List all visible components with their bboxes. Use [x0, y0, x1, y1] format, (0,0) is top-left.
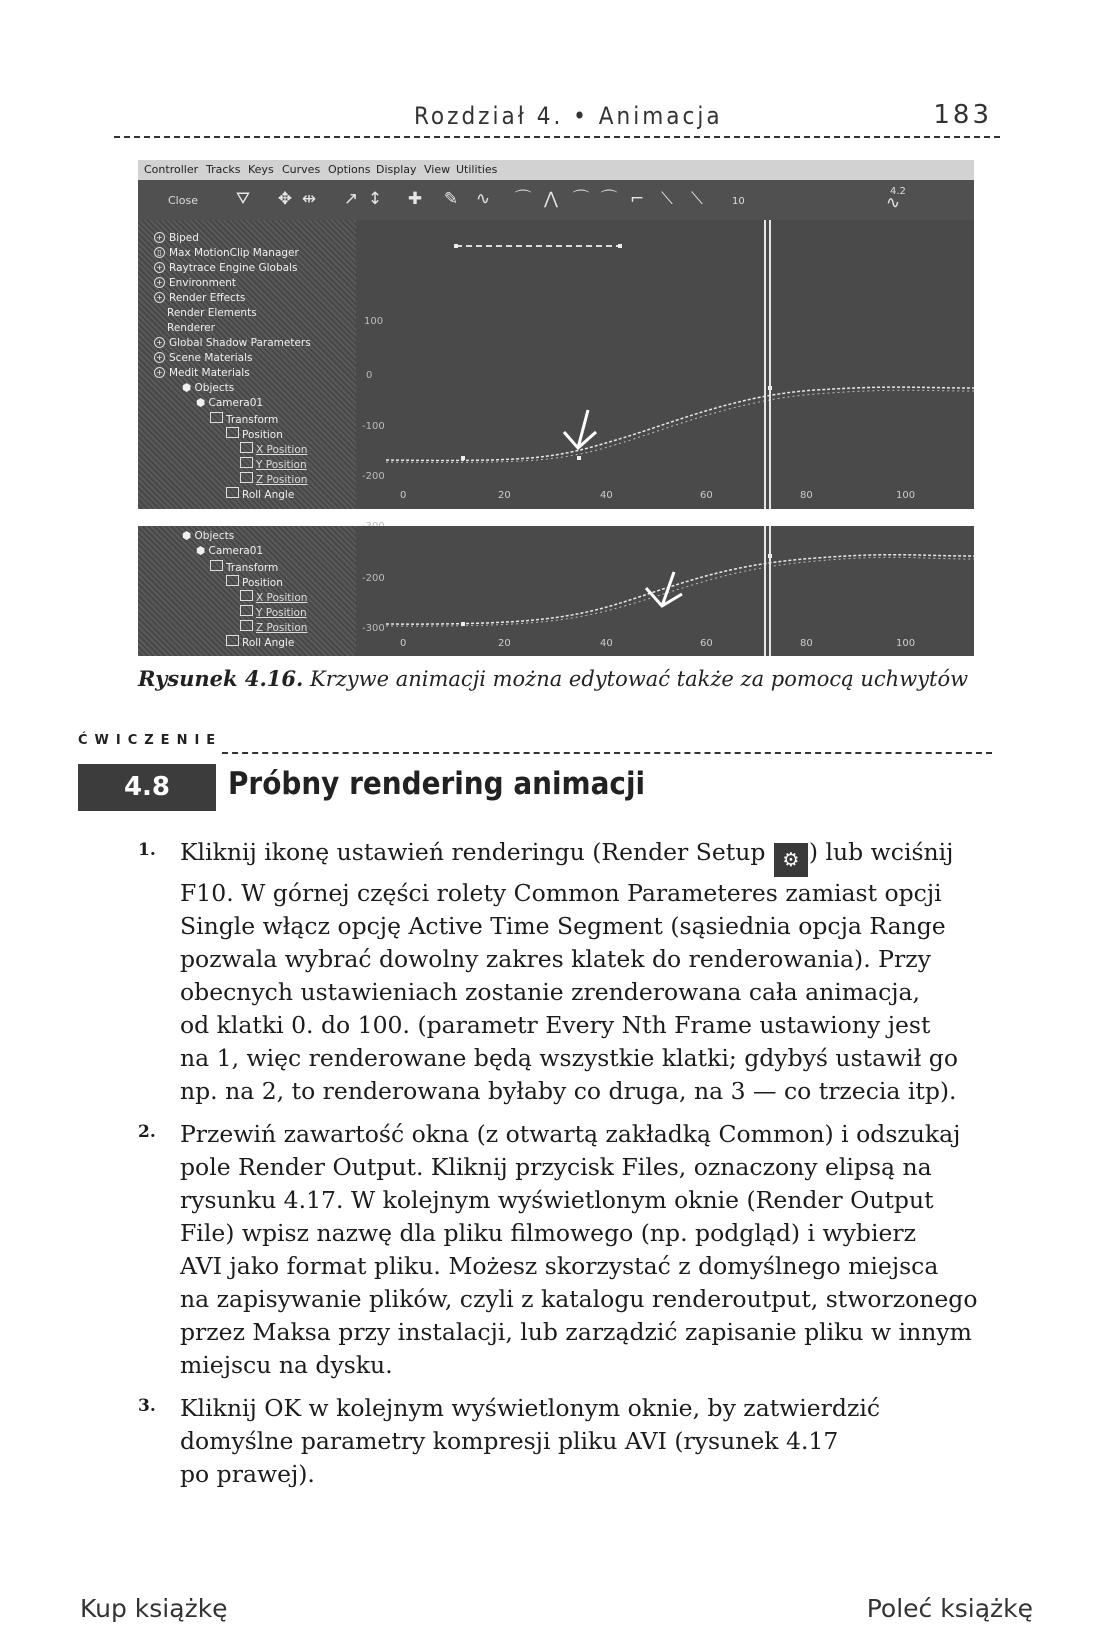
track-icon: [240, 605, 253, 616]
key-marker: [461, 622, 465, 626]
y-tick: -300: [362, 623, 385, 634]
menu-tracks[interactable]: Tracks: [206, 163, 241, 176]
tree-item-roll-angle[interactable]: Roll Angle: [226, 635, 294, 650]
list-item: [138, 836, 998, 1108]
curve-editor-handles-screenshot: [138, 526, 974, 656]
running-header: [114, 96, 1000, 138]
track-icon: [226, 635, 239, 646]
tangent-step-icon[interactable]: ⌐: [629, 189, 645, 209]
reduce-keys-icon[interactable]: ∿: [475, 189, 491, 209]
tree-item-objects[interactable]: ⬢ Objects: [182, 530, 235, 542]
exercise-steps: [138, 836, 998, 1501]
filter-icon[interactable]: ⛛: [235, 189, 251, 209]
exercise-number: 4.8: [78, 764, 216, 811]
menu-curves[interactable]: Curves: [282, 163, 321, 176]
tree-item-raytrace[interactable]: + Raytrace Engine Globals: [154, 262, 297, 275]
y-tick: 0: [366, 370, 373, 381]
menu-keys[interactable]: Keys: [248, 163, 274, 176]
add-keys-icon[interactable]: ✚: [407, 189, 423, 209]
position-curve: [386, 387, 974, 460]
exercise-title: Próbny rendering animacji: [228, 766, 646, 802]
move-keys-icon[interactable]: ✥: [277, 189, 293, 209]
x-tick: 40: [600, 638, 613, 649]
tree-item-transform[interactable]: Transform: [210, 412, 278, 427]
exercise-rule: [222, 752, 992, 754]
x-tick: 0: [400, 638, 407, 649]
tree-item-motionclip[interactable]: ▯ Max MotionClip Manager: [154, 247, 299, 260]
curve-toolbar: [138, 180, 974, 220]
tangent-linear-icon[interactable]: ⟍: [661, 189, 673, 209]
draw-curves-icon[interactable]: ✎: [443, 189, 459, 209]
step-text: Przewiń zawartość okna (z otwartą zakładką Common) i odszukaj pole Render Output. Kliknij przycisk Files, oznaczony elipsą na rysunku 4.17. W kolejnym wyświetlonym oknie (Render Output File) wpisz nazwę dla pliku filmowego (np. podgląd) i wybierz AVI jako format pliku. Możesz skorzystać z domyślnego miejsca na zapisywanie plików, czyli z katalogu renderoutput, stworzonego przez Maksa przy instalacji, lub zarządzić zapisanie pliku w innym miejscu na dysku.: [180, 1120, 978, 1379]
y-tick: 100: [364, 316, 384, 327]
expand-icon[interactable]: +: [154, 352, 165, 363]
x-tick: 20: [498, 638, 511, 649]
y-tick: -100: [362, 421, 385, 432]
frame-field[interactable]: 10: [732, 196, 745, 207]
tree-item-environment[interactable]: + Environment: [154, 277, 236, 290]
page-number: 183: [933, 100, 992, 130]
step-text: Kliknij ikonę ustawień renderingu (Render Setup ⚙ ) lub wciśnij F10. W górnej części rolety Common Parameteres zamiast opcji Single włącz opcję Active Time Segment (sąsiednia opcja Range pozwala wybrać dowolny zakres klatek do renderowania). Przy obecnych ustawieniach zostanie zrenderowana cała animacja, od klatki 0. do 100. (parametr Every Nth Frame ustawiony jest na 1, więc renderowane będą wszystkie klatki; gdybyś ustawił go np. na 2, to renderowana byłaby co druga, na 3 — co trzecia itp).: [180, 838, 958, 1105]
key-marker: [461, 456, 465, 460]
curve-graph-svg: [356, 220, 974, 509]
menu-options[interactable]: Options: [328, 163, 371, 176]
tree-item-scene-materials[interactable]: + Scene Materials: [154, 352, 252, 365]
position-curve: [386, 555, 974, 624]
menu-bar: [138, 160, 974, 180]
tree-item-y-position[interactable]: Y Position: [240, 605, 307, 620]
tree-item-medit-materials[interactable]: + Medit Materials: [154, 367, 250, 380]
track-icon: [240, 442, 253, 453]
curve-graph[interactable]: [356, 526, 974, 656]
tree-item-y-position[interactable]: Y Position: [240, 457, 307, 472]
exercise-kicker: ĆWICZENIE: [78, 733, 223, 748]
position-icon: [226, 575, 239, 586]
tree-item-renderer[interactable]: Renderer: [167, 322, 215, 334]
y-tick: -200: [362, 471, 385, 482]
key-marker: [454, 244, 458, 248]
expand-icon[interactable]: +: [154, 337, 165, 348]
track-icon: [240, 590, 253, 601]
tree-item-render-effects[interactable]: + Render Effects: [154, 292, 245, 305]
expand-icon[interactable]: +: [154, 262, 165, 273]
x-tick: 60: [700, 638, 713, 649]
track-icon: [226, 487, 239, 498]
x-tick: 100: [896, 638, 916, 649]
transform-icon: [210, 412, 223, 423]
tree-item-camera01[interactable]: ⬢ Camera01: [196, 545, 264, 557]
tangent-auto-icon[interactable]: ⌒: [514, 189, 532, 209]
x-tick: 80: [800, 490, 813, 501]
menu-utilities[interactable]: Utilities: [456, 163, 498, 176]
list-item: [138, 1392, 998, 1491]
x-tick: 40: [600, 490, 613, 501]
transform-icon: [210, 560, 223, 571]
step-number: 2.: [138, 1122, 156, 1142]
x-tick: 80: [800, 638, 813, 649]
tree-item-position[interactable]: Position: [226, 575, 283, 590]
tree-item-transform[interactable]: Transform: [210, 560, 278, 575]
camera-icon: ⬢: [196, 397, 209, 409]
menu-display[interactable]: Display: [376, 163, 417, 176]
scale-keys-icon[interactable]: ↗: [343, 189, 359, 209]
x-tick: 20: [498, 490, 511, 501]
y-tick: -200: [362, 573, 385, 584]
tree-item-x-position[interactable]: X Position: [240, 590, 307, 605]
tangent-slow-icon[interactable]: ⌒: [600, 189, 618, 209]
menu-controller[interactable]: Controller: [144, 163, 199, 176]
expand-icon[interactable]: +: [154, 232, 165, 243]
curve-graph-svg: [356, 526, 974, 656]
tree-item-biped[interactable]: + Biped: [154, 232, 199, 245]
tangent-smooth-icon[interactable]: ⟍: [691, 189, 703, 209]
key-marker: [618, 244, 622, 248]
track-icon: [240, 457, 253, 468]
expand-icon[interactable]: +: [154, 367, 165, 378]
expand-icon[interactable]: +: [154, 277, 165, 288]
tree-item-render-elements[interactable]: Render Elements: [167, 307, 257, 319]
tree-item-x-position[interactable]: X Position: [240, 442, 307, 457]
caption-label: Rysunek 4.16.: [138, 666, 304, 691]
figure-caption: [138, 666, 968, 691]
track-icon: [240, 620, 253, 631]
key-marker: [577, 456, 581, 460]
chapter-title: Rozdział 4. • Animacja: [414, 102, 723, 130]
track-view-hierarchy: [138, 220, 356, 509]
position-icon: [226, 427, 239, 438]
scale-values-icon[interactable]: ↕: [367, 189, 383, 209]
step-number: 3.: [138, 1396, 156, 1416]
tree-item-camera01[interactable]: ⬢ Camera01: [196, 397, 264, 409]
tree-item-objects[interactable]: ⬢ Objects: [182, 382, 235, 394]
value-field[interactable]: 4.2: [890, 186, 906, 197]
menu-view[interactable]: View: [424, 163, 451, 176]
clip-icon: ▯: [154, 247, 165, 258]
render-setup-icon: ⚙: [774, 843, 808, 877]
step-text: Kliknij OK w kolejnym wyświetlonym oknie, by zatwierdzić domyślne parametry kompresji pliku AVI (rysunek 4.17 po prawej).: [180, 1394, 881, 1488]
expand-icon[interactable]: +: [154, 292, 165, 303]
tree-item-roll-angle[interactable]: Roll Angle: [226, 487, 294, 502]
tree-item-global-shadow[interactable]: + Global Shadow Parameters: [154, 337, 311, 350]
track-icon: [240, 472, 253, 483]
x-tick: 100: [896, 490, 916, 501]
tangent-fast-icon[interactable]: ⌒: [572, 189, 590, 209]
buy-book-link[interactable]: Kup książkę: [80, 1594, 228, 1623]
recommend-book-link[interactable]: Poleć książkę: [866, 1594, 1033, 1623]
x-tick: 0: [400, 490, 407, 501]
tree-item-position[interactable]: Position: [226, 427, 283, 442]
close-button[interactable]: Close: [168, 194, 198, 207]
track-view-hierarchy: [138, 526, 356, 656]
curve-editor-screenshot: [138, 160, 974, 509]
curve-graph[interactable]: [356, 220, 974, 509]
camera-icon: ⬢: [196, 545, 209, 557]
objects-icon: ⬢: [182, 382, 195, 394]
tree-item-z-position[interactable]: Z Position: [240, 620, 307, 635]
arrow-icon: [564, 410, 596, 448]
slide-keys-icon[interactable]: ⇹: [301, 189, 317, 209]
step-number: 1.: [138, 840, 156, 860]
list-item: [138, 1118, 998, 1382]
position-curve-2: [386, 390, 974, 462]
tangent-custom-icon[interactable]: ⋀: [544, 189, 558, 209]
curve-icon[interactable]: ∿: [885, 193, 901, 213]
tree-item-z-position[interactable]: Z Position: [240, 472, 307, 487]
position-curve-2: [386, 557, 974, 626]
caption-text: Krzywe animacji można edytować także za pomocą uchwytów: [303, 667, 969, 691]
objects-icon: ⬢: [182, 530, 195, 542]
x-tick: 60: [700, 490, 713, 501]
